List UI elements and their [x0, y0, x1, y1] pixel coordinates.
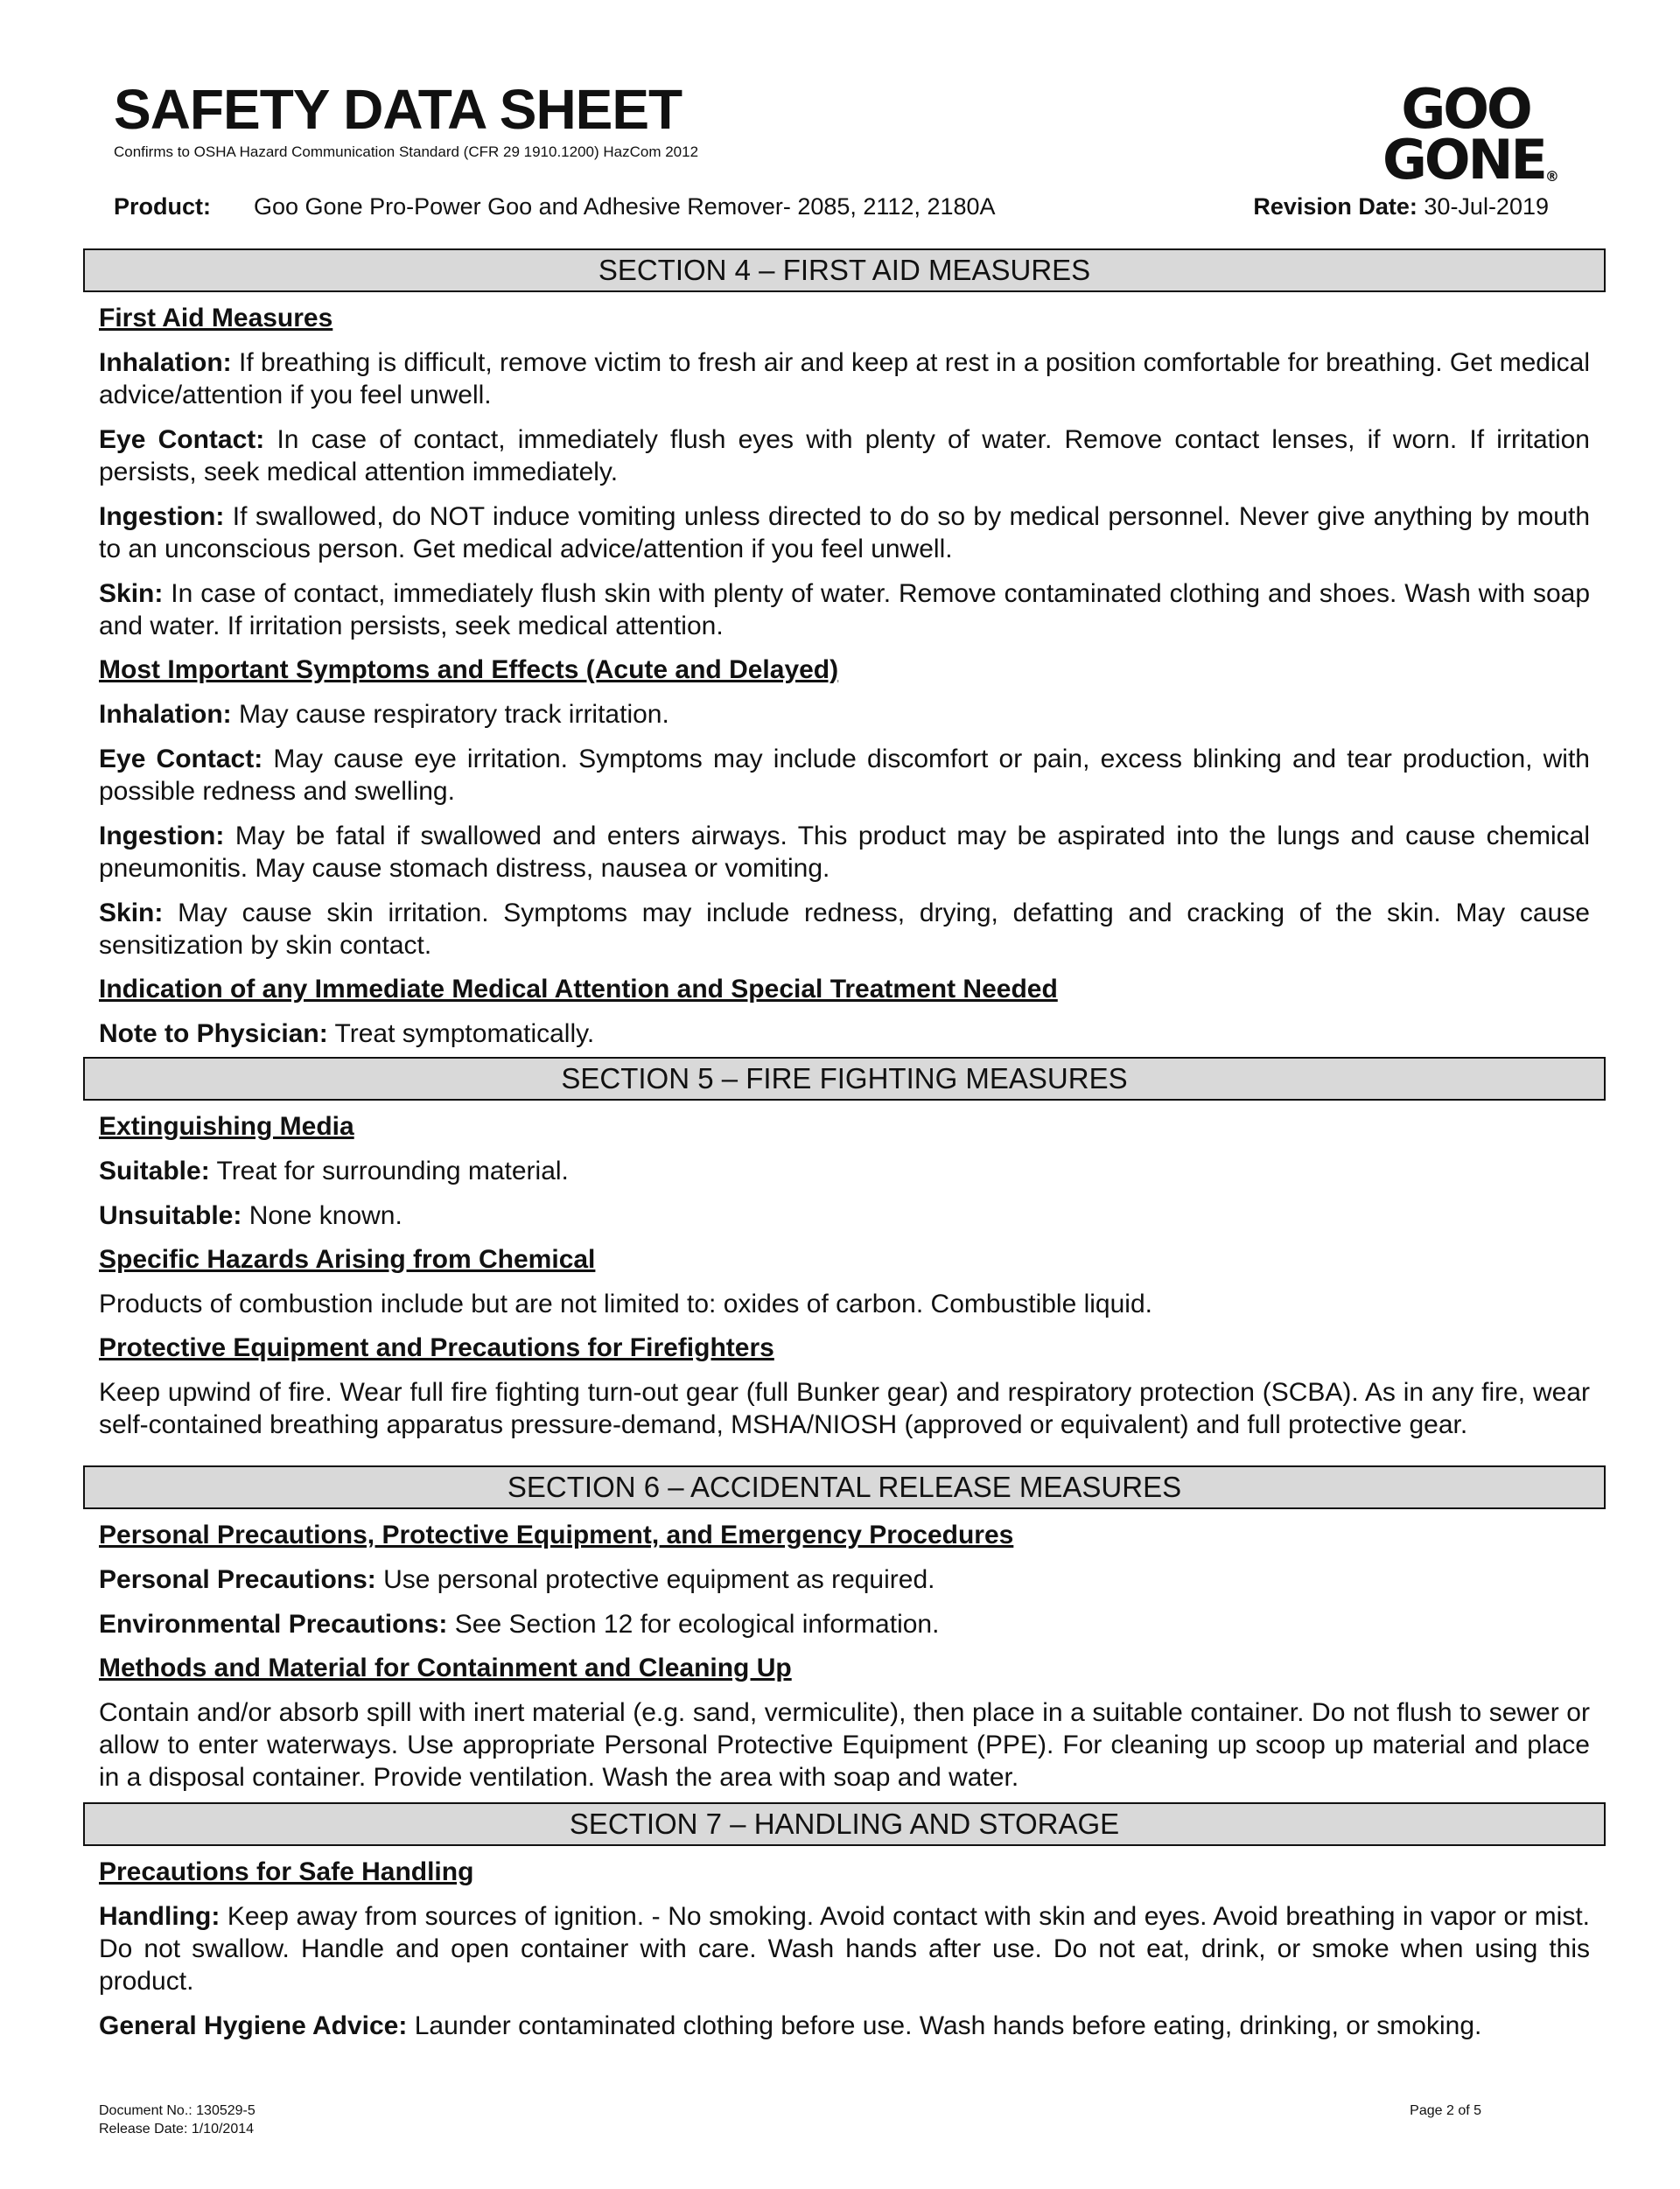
logo-line-2: [1382, 128, 1559, 192]
revision-value: 30-Jul-2019: [1424, 193, 1549, 220]
text: None known.: [248, 1201, 402, 1230]
section-6-header: SECTION 6 – ACCIDENTAL RELEASE MEASURES: [83, 1465, 1606, 1509]
text: May cause eye irritation. Symptoms may include discomfort or pain, excess blinking and tear production, with possible redness and swelling.: [99, 745, 1590, 806]
section-4-body: [83, 303, 1606, 1050]
text: May cause skin irritation. Symptoms may include redness, drying, defatting and cracking of the skin. May cause sensitization by skin contact.: [99, 899, 1590, 960]
page-footer: [99, 2102, 1481, 2138]
label: Suitable:: [99, 1157, 210, 1185]
label: General Hygiene Advice:: [99, 2011, 408, 2040]
section-5-body: [83, 1111, 1606, 1441]
text: In case of contact, immediately flush eyes with plenty of water. Remove contact lenses, if worn. If irritation persists, seek medical attention immediately.: [99, 425, 1590, 486]
text: Treat symptomatically.: [334, 1019, 595, 1048]
note-to-physician: [99, 1018, 1590, 1050]
containment-heading: Methods and Material for Containment and Cleaning Up: [99, 1654, 792, 1682]
symptom-skin: [99, 897, 1590, 962]
extinguishing-media-heading: Extinguishing Media: [99, 1112, 354, 1141]
first-aid-skin: [99, 577, 1590, 642]
label: Personal Precautions:: [99, 1565, 376, 1594]
brand-logo: [1382, 77, 1559, 192]
label: Environmental Precautions:: [99, 1610, 448, 1639]
text: Keep away from sources of ignition. - No smoking. Avoid contact with skin and eyes. Avoid breathing in vapor or mist. Do not swallow. Handle and open container with care. Wash hands after use. Do not eat, drink, or smoke when using this product.: [99, 1902, 1590, 1996]
document-body: [83, 248, 1606, 2042]
handling: [99, 1900, 1590, 1997]
text: May cause respiratory track irritation.: [239, 700, 669, 729]
specific-hazards-text: Products of combustion include but are not limited to: oxides of carbon. Combustible liquid.: [99, 1290, 1152, 1318]
logo-line-2-text: GONE: [1382, 128, 1545, 192]
section-4-header: SECTION 4 – FIRST AID MEASURES: [83, 248, 1606, 292]
text: If breathing is difficult, remove victim to fresh air and keep at rest in a position comfortable for breathing. Get medical advice/attention if you feel unwell.: [99, 348, 1590, 409]
specific-hazards-heading: Specific Hazards Arising from Chemical: [99, 1245, 596, 1274]
label: Handling:: [99, 1902, 220, 1931]
section-7-body: [83, 1857, 1606, 2042]
text: Launder contaminated clothing before use. Wash hands before eating, drinking, or smoking.: [414, 2011, 1482, 2040]
section-5-header: SECTION 5 – FIRE FIGHTING MEASURES: [83, 1057, 1606, 1101]
safe-handling-heading: Precautions for Safe Handling: [99, 1857, 474, 1886]
document-subtitle: Confirms to OSHA Hazard Communication Standard (CFR 29 1910.1200) HazCom 2012: [114, 143, 699, 160]
protective-equipment-heading: Protective Equipment and Precautions for Firefighters: [99, 1333, 774, 1362]
general-hygiene-advice: [99, 2010, 1590, 2042]
containment-text: Contain and/or absorb spill with inert material (e.g. sand, vermiculite), then place in a suitable container. Do not flush to sewer or allow to enter waterways. Use appropriate Personal Protective Equipment (PPE). For cleaning up scoop up material and place in a disposal container. Provide ventilation. Wash the area with soap and water.: [99, 1698, 1590, 1792]
symptom-eye-contact: [99, 743, 1590, 808]
label: Ingestion:: [99, 502, 225, 531]
logo-line-1: GOO: [1401, 77, 1530, 141]
text: Use personal protective equipment as required.: [383, 1565, 935, 1594]
indication-heading: Indication of any Immediate Medical Attention and Special Treatment Needed: [99, 975, 1058, 1004]
revision-date: [1253, 192, 1549, 220]
page-number: Page 2 of 5: [1410, 2103, 1481, 2118]
first-aid-eye-contact: [99, 423, 1590, 488]
label: Skin:: [99, 579, 164, 608]
label: Eye Contact:: [99, 425, 265, 454]
personal-precautions: [99, 1563, 1590, 1596]
label: Inhalation:: [99, 700, 232, 729]
first-aid-heading: First Aid Measures: [99, 304, 333, 332]
environmental-precautions: [99, 1608, 1590, 1640]
personal-precautions-heading: Personal Precautions, Protective Equipment, and Emergency Procedures: [99, 1521, 1014, 1549]
document-header: [114, 79, 1575, 236]
document-title: SAFETY DATA SHEET: [114, 78, 682, 141]
document-number: Document No.: 130529-5: [99, 2103, 256, 2118]
registered-mark: ®: [1544, 168, 1559, 185]
product-row: [114, 192, 1549, 220]
first-aid-inhalation: [99, 346, 1590, 411]
product-label: Product:: [114, 193, 211, 220]
first-aid-ingestion: [99, 500, 1590, 565]
text: May be fatal if swallowed and enters airways. This product may be aspirated into the lungs and cause chemical pneumonitis. May cause stomach distress, nausea or vomiting.: [99, 822, 1590, 883]
revision-label: Revision Date:: [1253, 193, 1418, 220]
symptoms-heading: Most Important Symptoms and Effects (Acute and Delayed): [99, 655, 839, 684]
label: Inhalation:: [99, 348, 232, 377]
label: Skin:: [99, 899, 164, 927]
section-6-body: [83, 1520, 1606, 1794]
text: See Section 12 for ecological information.: [454, 1610, 940, 1639]
symptom-ingestion: [99, 820, 1590, 885]
protective-equipment-text: Keep upwind of fire. Wear full fire fighting turn-out gear (full Bunker gear) and respiratory protection (SCBA). As in any fire, wear self-contained breathing apparatus pressure-demand, MSHA/NIOSH (approved or equivalent) and full protective gear.: [99, 1378, 1590, 1439]
label: Note to Physician:: [99, 1019, 328, 1048]
text: Treat for surrounding material.: [216, 1157, 569, 1185]
release-date: Release Date: 1/10/2014: [99, 2122, 255, 2137]
media-unsuitable: [99, 1199, 1590, 1232]
symptom-inhalation: [99, 698, 1590, 731]
media-suitable: [99, 1155, 1590, 1187]
text: If swallowed, do NOT induce vomiting unless directed to do so by medical personnel. Never give anything by mouth to an unconscious person. Get medical advice/attention if you feel unwell.: [99, 502, 1591, 563]
label: Eye Contact:: [99, 745, 263, 773]
text: In case of contact, immediately flush skin with plenty of water. Remove contaminated clothing and shoes. Wash with soap and water. If irritation persists, seek medical attention.: [99, 579, 1591, 640]
label: Unsuitable:: [99, 1201, 242, 1230]
label: Ingestion:: [99, 822, 225, 850]
product-value: Goo Gone Pro-Power Goo and Adhesive Remover- 2085, 2112, 2180A: [254, 193, 996, 220]
section-7-header: SECTION 7 – HANDLING AND STORAGE: [83, 1802, 1606, 1846]
